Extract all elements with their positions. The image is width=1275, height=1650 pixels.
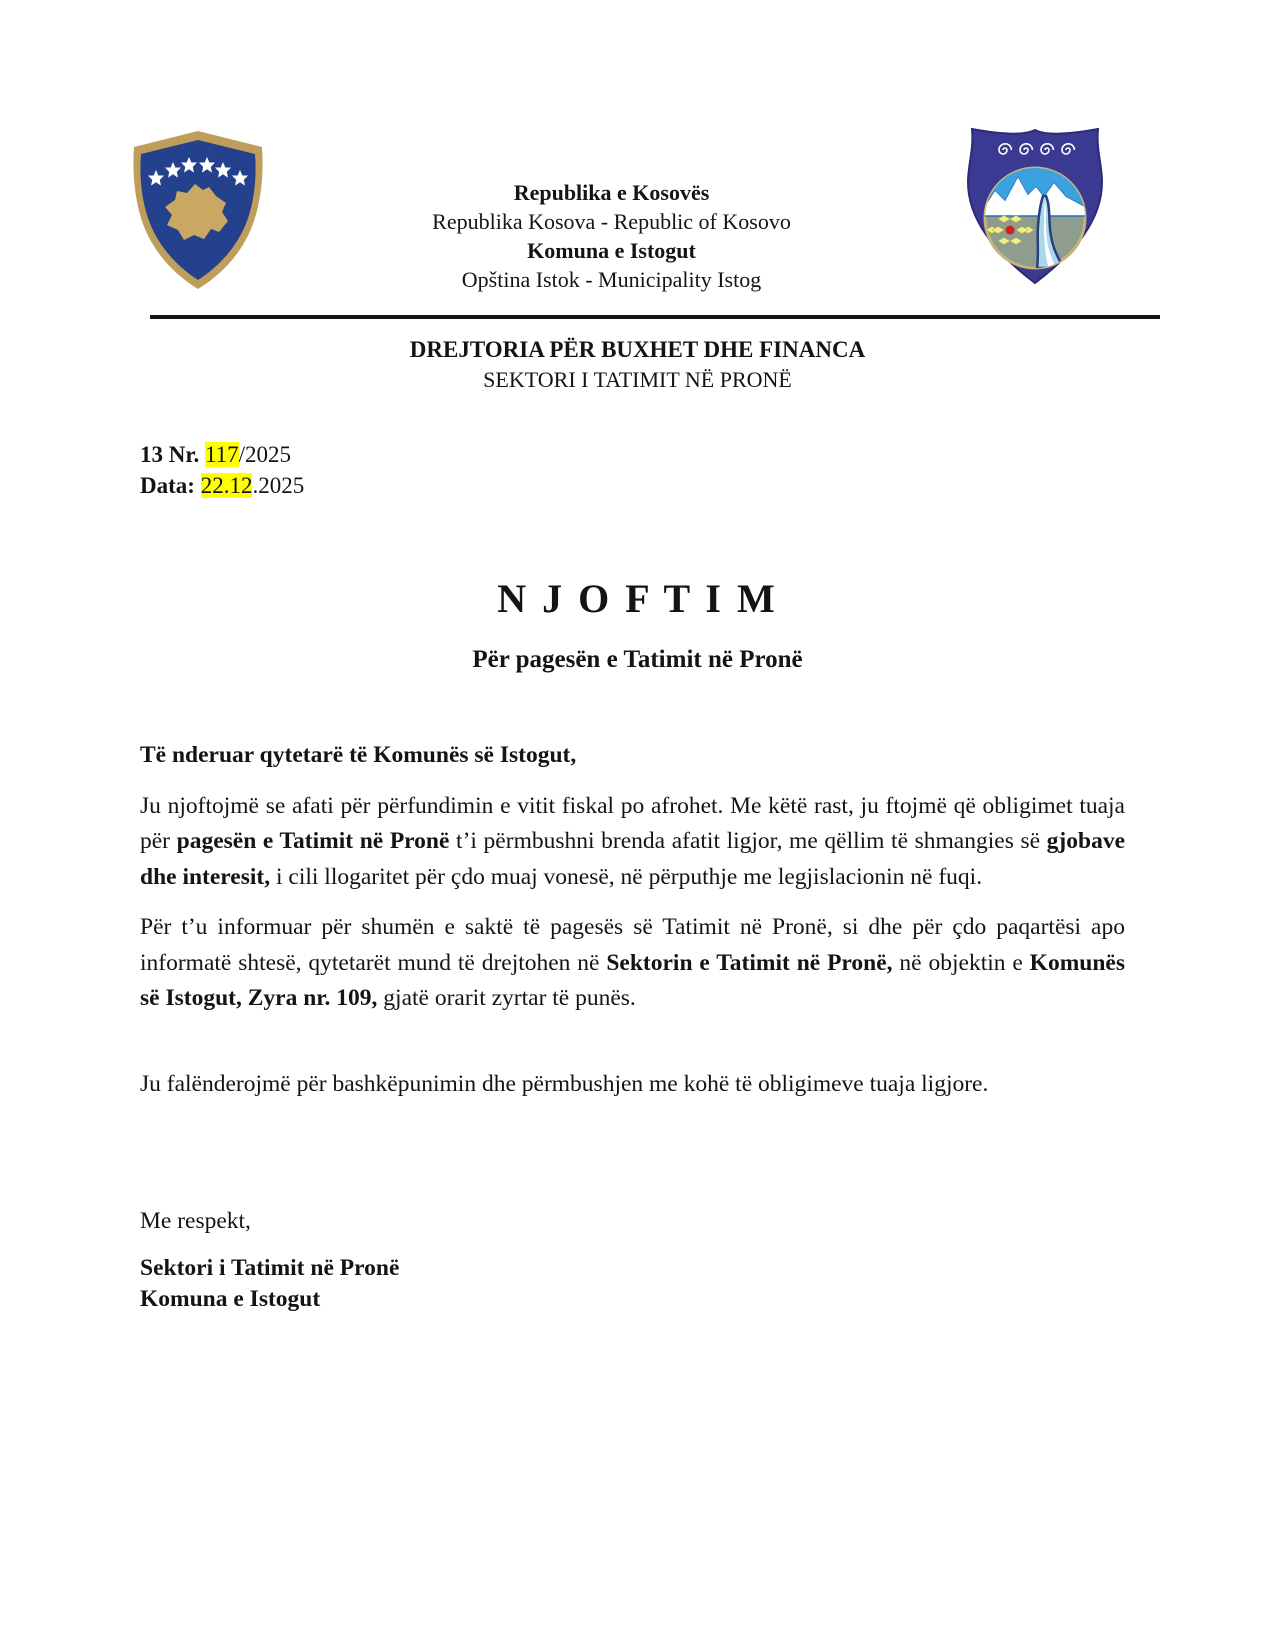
istog-municipality-emblem-icon (950, 126, 1120, 291)
sender-block (140, 1253, 1125, 1315)
sector-name: SEKTORI I TATIMIT NË PRONË (483, 367, 792, 392)
header-divider-rule (150, 315, 1160, 319)
letter-body (140, 738, 1125, 1102)
municipality-name-serbian-english: Opština Istok - Municipality Istog (461, 267, 762, 292)
document-title: N J O F T I M (497, 576, 778, 621)
directorate-name: DREJTORIA PËR BUXHET DHE FINANCA (409, 337, 866, 362)
sender-sector: Sektori i Tatimit në Pronë (140, 1255, 400, 1281)
reference-date-line: Data: 22.12.2025 (140, 473, 305, 498)
salutation: Të nderuar qytetarë të Komunës së Istogut, (140, 742, 577, 768)
reference-number-line: 13 Nr. 117/2025 (140, 442, 292, 467)
body-paragraph-3: Ju falënderojmë për bashkëpunimin dhe përmbushjen me kohë të obligimeve tuaja ligjore. (140, 1070, 989, 1097)
body-paragraph-1: Ju njoftojmë se afati për përfundimin e vitit fiskal po afrohet. Me këtë rast, ju ftojmë që obligimet tuaja për pagesën e Tatimit në Pronë t’i përmbushni brenda afatit ligjor, me qëllim të shmangies së gjobave dhe interesit, i cili llogaritet për çdo muaj vonesë, në përputhje me legjislacionin në fuqi. (140, 792, 1125, 890)
document-subtitle: Për pagesën e Tatimit në Pronë (472, 646, 803, 673)
closing-block (140, 1206, 1125, 1315)
body-paragraph-2: Për t’u informuar për shumën e saktë të pagesës së Tatimit në Pronë, si dhe për çdo paqartësi apo informatë shtesë, qytetarët mund të drejtohen në Sektorin e Tatimit në Pronë, në objektin e Komunës së Istogut, Zyra nr. 109, gjatë orarit zyrtar të punës. (140, 914, 1125, 1011)
letterhead (0, 0, 1275, 299)
republic-name-albanian: Republika e Kosovës (513, 180, 710, 205)
closing-salutation: Me respekt, (140, 1208, 251, 1234)
reference-block (140, 439, 1125, 501)
sender-municipality: Komuna e Istogut (140, 1286, 321, 1312)
department-heading (0, 335, 1275, 395)
municipality-name-albanian: Komuna e Istogut (527, 238, 696, 263)
republic-name-serbian-english: Republika Kosova - Republic of Kosovo (432, 209, 791, 234)
kosovo-coat-of-arms-icon (123, 126, 273, 299)
letterhead-text (273, 126, 950, 294)
